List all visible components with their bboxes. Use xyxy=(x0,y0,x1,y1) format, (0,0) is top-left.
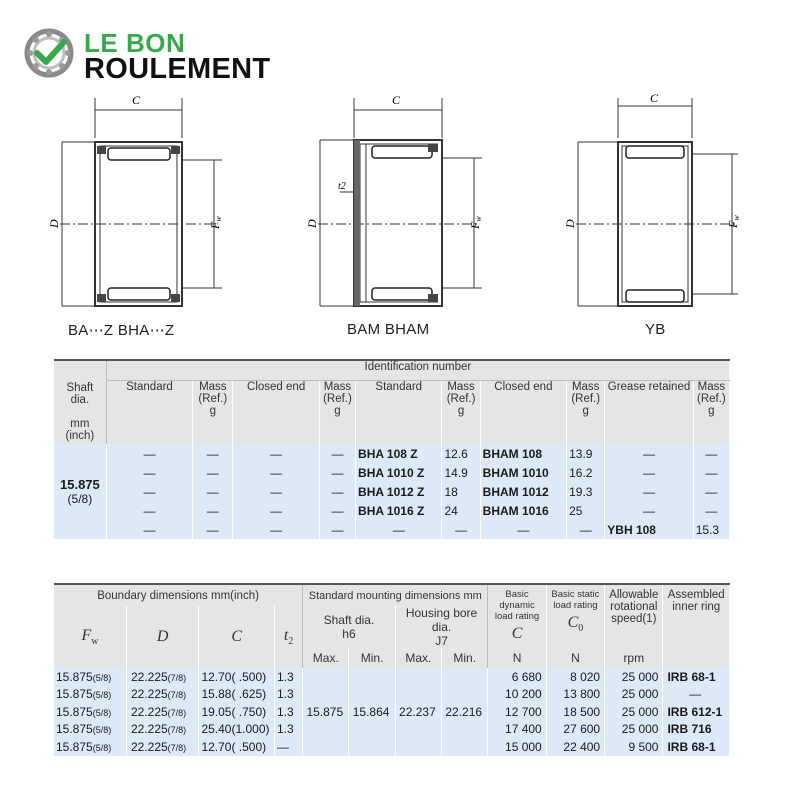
table-cell: — xyxy=(106,501,192,520)
col-mass: Mass (Ref.) g xyxy=(193,380,233,444)
drawing-label-ba-z: BA⋯Z BHA⋯Z xyxy=(68,322,175,339)
col-fw: $F_w$ xyxy=(54,606,126,668)
logo-text-top: LE BON xyxy=(84,28,186,58)
static-load-value: 27 600 xyxy=(546,721,604,739)
dimensions-table xyxy=(54,583,730,756)
bearing-drawing-bam xyxy=(300,88,500,323)
speed-value: 9 500 xyxy=(605,738,663,756)
logo-text-bottom: ROULEMENT xyxy=(84,53,271,85)
inner-ring-value: IRB 68-1 xyxy=(663,738,730,756)
table-cell: — xyxy=(319,520,355,539)
table-cell: — xyxy=(233,482,319,501)
dynamic-load-value: 15 000 xyxy=(488,738,546,756)
table-cell: 14.9 xyxy=(442,463,480,482)
shaft-dia-header: Shaft dia. mm (inch) xyxy=(54,360,106,444)
mounting-dimensions-header: Standard mounting dimensions mm xyxy=(303,584,488,606)
col-c: C xyxy=(199,606,275,668)
col-closed-end-2: Closed end xyxy=(480,380,566,444)
inner-ring-value: IRB 716 xyxy=(663,721,730,739)
table-cell: — xyxy=(480,520,566,539)
table-cell: BHA 1010 Z xyxy=(356,463,442,482)
d-value: 22.225(7/8) xyxy=(126,721,198,739)
fw-value: 15.875(5/8) xyxy=(54,686,126,704)
dim-d-label: D xyxy=(47,219,61,228)
t2-value: 1.3 xyxy=(274,703,302,721)
drawing-label-yb: YB xyxy=(645,321,666,338)
dim-fw-label: Fw xyxy=(468,216,483,229)
table-cell: — xyxy=(193,482,233,501)
t2-value: — xyxy=(274,738,302,756)
d-value: 22.225(7/8) xyxy=(126,738,198,756)
inner-ring-value: IRB 68-1 xyxy=(663,668,730,686)
table-cell: BHAM 108 xyxy=(480,444,566,463)
table-row xyxy=(54,444,730,463)
table-cell: 12.6 xyxy=(442,444,480,463)
mounting-dim-value: 15.864 xyxy=(349,668,395,756)
dim-c-label: C xyxy=(132,93,141,107)
bearing-drawing-yb xyxy=(560,88,760,323)
speed-value: 25 000 xyxy=(605,686,663,704)
mounting-dim-value: 22.216 xyxy=(442,668,488,756)
housing-min-header: Min. xyxy=(442,648,488,668)
unit-rpm: rpm xyxy=(605,648,663,668)
table-cell: BHA 1012 Z xyxy=(356,482,442,501)
col-mass: Mass (Ref.) g xyxy=(442,380,480,444)
drawing-label-bam: BAM BHAM xyxy=(347,321,430,338)
table-cell: — xyxy=(193,501,233,520)
table-cell: BHAM 1010 xyxy=(480,463,566,482)
table-cell: — xyxy=(106,482,192,501)
table-row xyxy=(54,463,730,482)
table-cell: — xyxy=(193,444,233,463)
mounting-dim-value: 22.237 xyxy=(395,668,441,756)
table-cell: — xyxy=(319,463,355,482)
table-cell: BHAM 1012 xyxy=(480,482,566,501)
table-cell: — xyxy=(442,520,480,539)
speed-value: 25 000 xyxy=(605,668,663,686)
inner-ring-header: Assembled inner ring xyxy=(663,584,730,648)
table-cell: — xyxy=(693,501,729,520)
t2-value: 1.3 xyxy=(274,668,302,686)
table-cell: — xyxy=(693,482,729,501)
shaft-dia-value: 15.875 (5/8) xyxy=(54,444,106,539)
shaft-max-header: Max. xyxy=(303,648,349,668)
table-cell: — xyxy=(605,482,693,501)
table-cell: 19.3 xyxy=(567,482,605,501)
d-value: 22.225(7/8) xyxy=(126,686,198,704)
table-cell: YBH 108 xyxy=(605,520,693,539)
static-load-value: 13 800 xyxy=(546,686,604,704)
table-cell: 13.9 xyxy=(567,444,605,463)
brand-logo xyxy=(24,28,304,85)
col-d: D xyxy=(126,606,198,668)
table-cell: — xyxy=(319,501,355,520)
table-cell: — xyxy=(319,444,355,463)
shaft-dia-h6-header: Shaft dia. h6 xyxy=(303,606,396,648)
table-cell: — xyxy=(106,444,192,463)
col-standard: Standard xyxy=(106,380,192,444)
static-load-header: Basic static load rating $C_0$ xyxy=(546,584,604,648)
col-standard-2: Standard xyxy=(356,380,442,444)
static-load-value: 22 400 xyxy=(546,738,604,756)
dim-t2-label: t2 xyxy=(338,181,346,192)
col-closed-end: Closed end xyxy=(233,380,319,444)
c-value: 12.70( .500) xyxy=(199,668,275,686)
speed-value: 25 000 xyxy=(605,703,663,721)
table-row xyxy=(54,501,730,520)
table-cell: — xyxy=(233,444,319,463)
dynamic-load-header: Basic dynamic load rating C xyxy=(488,584,546,648)
table-cell: — xyxy=(233,501,319,520)
inner-ring-value: IRB 612-1 xyxy=(663,703,730,721)
table-cell: — xyxy=(233,520,319,539)
c-value: 25.40(1.000) xyxy=(199,721,275,739)
col-mass: Mass (Ref.) g xyxy=(567,380,605,444)
col-t2: $t_2$ xyxy=(274,606,302,668)
dynamic-load-value: 10 200 xyxy=(488,686,546,704)
c-value: 12.70( .500) xyxy=(199,738,275,756)
table-row xyxy=(54,520,730,539)
bearing-check-icon xyxy=(24,28,74,78)
table-row xyxy=(54,482,730,501)
table-cell: 25 xyxy=(567,501,605,520)
identification-table xyxy=(54,359,730,539)
table-cell: — xyxy=(567,520,605,539)
table-cell: BHA 1016 Z xyxy=(356,501,442,520)
table-cell: — xyxy=(106,520,192,539)
col-mass: Mass (Ref.) g xyxy=(319,380,355,444)
fw-value: 15.875(5/8) xyxy=(54,668,126,686)
unit-n: N xyxy=(488,648,546,668)
table-cell: — xyxy=(233,463,319,482)
dim-fw-label: Fw xyxy=(726,215,741,228)
dynamic-load-value: 17 400 xyxy=(488,721,546,739)
inner-ring-value: — xyxy=(663,686,730,704)
identification-number-header: Identification number xyxy=(106,360,729,380)
unit-n: N xyxy=(546,648,604,668)
mounting-dim-value: 15.875 xyxy=(303,668,349,756)
fw-value: 15.875(5/8) xyxy=(54,703,126,721)
table-cell: BHA 108 Z xyxy=(356,444,442,463)
col-grease-retained: Grease retained xyxy=(605,380,693,444)
table-cell: — xyxy=(356,520,442,539)
d-value: 22.225(7/8) xyxy=(126,668,198,686)
table-cell: 16.2 xyxy=(567,463,605,482)
fw-value: 15.875(5/8) xyxy=(54,738,126,756)
bearing-drawing-ba-z xyxy=(40,88,240,323)
table-cell: — xyxy=(693,463,729,482)
c-value: 19.05( .750) xyxy=(199,703,275,721)
table-cell: 24 xyxy=(442,501,480,520)
c-value: 15.88( .625) xyxy=(199,686,275,704)
t2-value: 1.3 xyxy=(274,686,302,704)
dim-d-label: D xyxy=(563,219,577,228)
table-cell: — xyxy=(193,520,233,539)
dim-c-label: C xyxy=(392,93,401,107)
table-cell: — xyxy=(319,482,355,501)
table-cell: BHAM 1016 xyxy=(480,501,566,520)
table-row xyxy=(54,668,730,686)
housing-max-header: Max. xyxy=(395,648,441,668)
dim-fw-label: Fw xyxy=(208,216,223,229)
housing-bore-header: Housing bore dia. J7 xyxy=(395,606,488,648)
shaft-min-header: Min. xyxy=(349,648,395,668)
table-cell: — xyxy=(693,444,729,463)
static-load-value: 8 020 xyxy=(546,668,604,686)
static-load-value: 18 500 xyxy=(546,703,604,721)
col-mass: Mass (Ref.) g xyxy=(693,380,729,444)
fw-value: 15.875(5/8) xyxy=(54,721,126,739)
table-cell: — xyxy=(193,463,233,482)
table-cell: 18 xyxy=(442,482,480,501)
table-cell: — xyxy=(605,501,693,520)
dynamic-load-value: 6 680 xyxy=(488,668,546,686)
t2-value: 1.3 xyxy=(274,721,302,739)
table-cell: 15.3 xyxy=(693,520,729,539)
boundary-dimensions-header: Boundary dimensions mm(inch) xyxy=(54,584,303,606)
allowable-speed-header: Allowable rotational speed(1) xyxy=(605,584,663,648)
table-cell: — xyxy=(605,463,693,482)
dim-d-label: D xyxy=(305,219,319,228)
dim-c-label: C xyxy=(650,91,659,105)
speed-value: 25 000 xyxy=(605,721,663,739)
table-cell: — xyxy=(605,444,693,463)
d-value: 22.225(7/8) xyxy=(126,703,198,721)
table-cell: — xyxy=(106,463,192,482)
dynamic-load-value: 12 700 xyxy=(488,703,546,721)
